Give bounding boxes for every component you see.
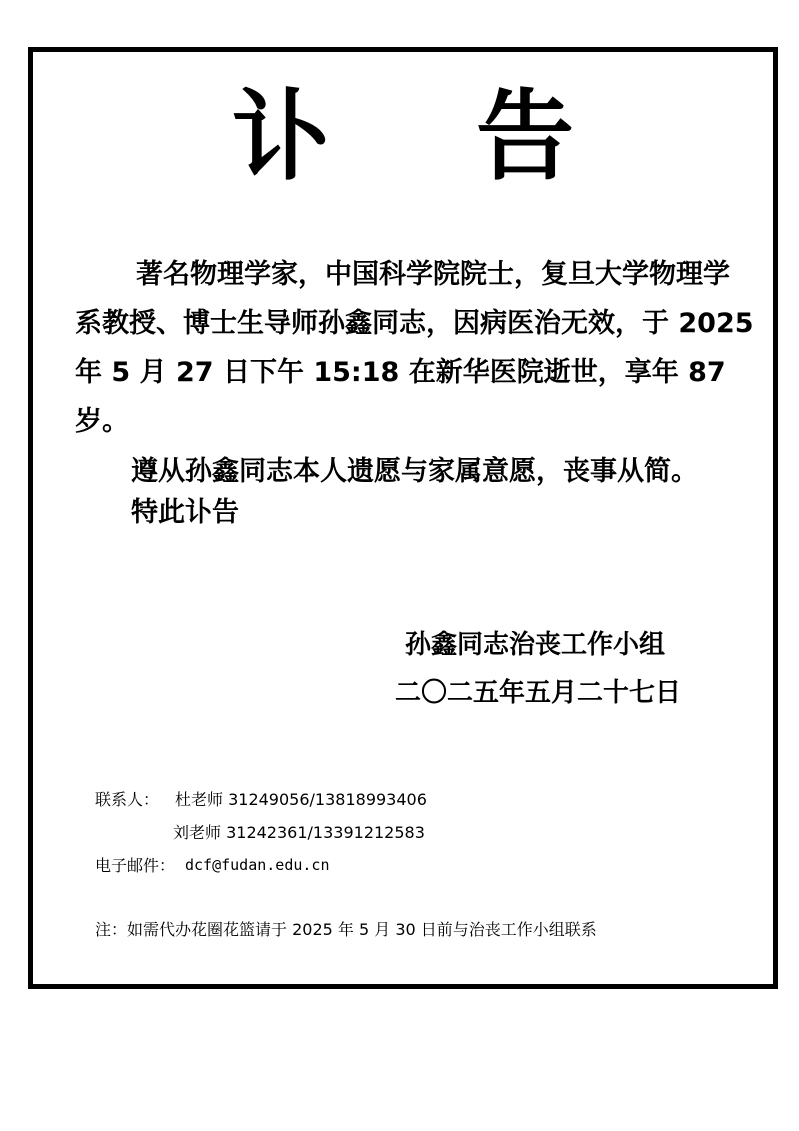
contact-person-2: 刘老师 31242361/13391212583	[173, 823, 425, 842]
page-title: 讣 告	[231, 80, 631, 194]
contact-person-1: 杜老师 31249056/13818993406	[175, 790, 427, 809]
signature-date: 二〇二五年五月二十七日	[395, 678, 682, 708]
email-label: 电子邮件：	[95, 856, 176, 875]
contact-label: 联系人：	[95, 790, 160, 809]
email-address[interactable]: dcf@fudan.edu.cn	[185, 856, 330, 874]
obituary-paragraph-closing: 特此讣告	[131, 497, 239, 528]
obituary-frame	[28, 47, 778, 989]
obituary-paragraph-wishes: 遵从孙鑫同志本人遗愿与家属意愿，丧事从简。	[131, 456, 698, 487]
wreath-note: 注：如需代办花圈花篮请于 2025 年 5 月 30 日前与治丧工作小组联系	[95, 920, 597, 939]
obituary-paragraph-main: 著名物理学家，中国科学院院士，复旦大学物理学系教授、博士生导师孙鑫同志，因病医治无效，于 2025 年 5 月 27 日下午 15:18 在新华医院逝世，享年 87 岁。	[75, 259, 754, 437]
signature-group: 孙鑫同志治丧工作小组	[405, 630, 666, 660]
